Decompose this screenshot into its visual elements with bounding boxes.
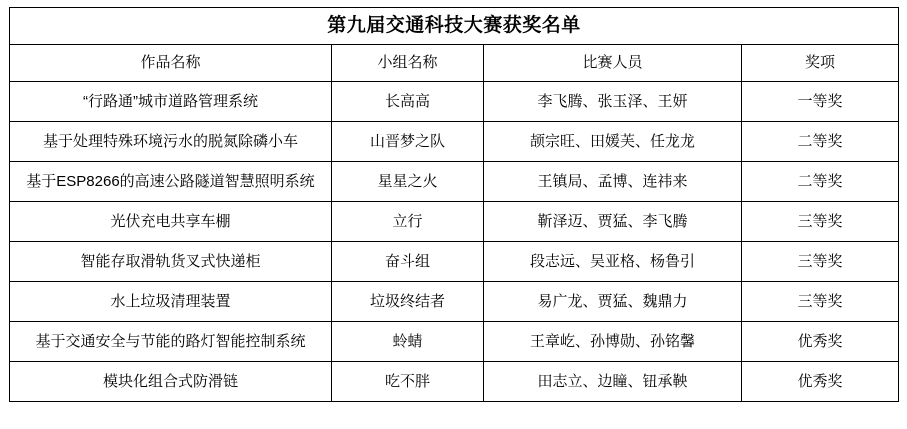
cell-work <box>10 322 332 362</box>
cell-members <box>484 362 742 402</box>
cell-team <box>332 242 484 282</box>
cell-award-text: 优秀奖 <box>797 372 843 390</box>
column-header-team-label: 小组名称 <box>377 54 438 71</box>
cell-team <box>332 322 484 362</box>
column-header-work <box>10 45 332 82</box>
cell-members <box>484 162 742 202</box>
cell-team-text: 奋斗组 <box>384 252 430 270</box>
cell-award <box>742 82 899 122</box>
cell-members-text: 易广龙、贾猛、魏鼎力 <box>537 292 688 310</box>
table-row <box>10 122 899 162</box>
cell-work <box>10 362 332 402</box>
cell-team-text: 星星之火 <box>377 172 438 190</box>
cell-award <box>742 282 899 322</box>
cell-work-text: 基于交通安全与节能的路灯智能控制系统 <box>35 332 306 350</box>
cell-team-text: 长高高 <box>384 92 430 110</box>
cell-members <box>484 242 742 282</box>
cell-team-text: 蛉蜻 <box>392 332 423 350</box>
cell-award <box>742 322 899 362</box>
cell-work <box>10 202 332 242</box>
table-row <box>10 202 899 242</box>
cell-members-text: 靳泽迈、贾猛、李飞腾 <box>537 212 688 230</box>
cell-award-text: 优秀奖 <box>797 332 843 350</box>
cell-award-text: 三等奖 <box>797 252 843 270</box>
column-header-award <box>742 45 899 82</box>
cell-work-text: “行路通”城市道路管理系统 <box>83 92 258 110</box>
column-header-team <box>332 45 484 82</box>
cell-members-text: 王镇局、孟博、连祎来 <box>537 172 688 190</box>
table-row <box>10 82 899 122</box>
cell-work-text: 智能存取滑轨货叉式快递柜 <box>80 252 261 270</box>
cell-work-text: 基于处理特殊环境污水的脱氮除磷小车 <box>42 132 298 150</box>
cell-award-text: 二等奖 <box>797 172 843 190</box>
cell-award-text: 三等奖 <box>797 292 843 310</box>
cell-award-text: 二等奖 <box>797 132 843 150</box>
cell-award <box>742 122 899 162</box>
cell-work <box>10 242 332 282</box>
cell-award <box>742 242 899 282</box>
table-row <box>10 362 899 402</box>
cell-team <box>332 362 484 402</box>
table-title: 第九届交通科技大赛获奖名单 <box>10 8 899 45</box>
column-header-work-label: 作品名称 <box>140 54 201 71</box>
cell-award <box>742 162 899 202</box>
cell-work <box>10 122 332 162</box>
cell-work-text: 水上垃圾清理装置 <box>110 292 231 310</box>
award-list-table <box>9 7 899 402</box>
cell-members <box>484 82 742 122</box>
cell-work-text: 模块化组合式防滑链 <box>102 372 238 390</box>
cell-members <box>484 282 742 322</box>
cell-team <box>332 282 484 322</box>
cell-team-text: 山晋梦之队 <box>369 132 445 150</box>
cell-members-text: 田志立、边瞳、钮承鞅 <box>537 372 688 390</box>
cell-members <box>484 202 742 242</box>
title-row <box>10 8 899 45</box>
cell-members-text: 李飞腾、张玉泽、王妍 <box>537 92 688 110</box>
column-header-award-label: 奖项 <box>805 54 836 71</box>
cell-team-text: 垃圾终结者 <box>369 292 445 310</box>
table-row <box>10 242 899 282</box>
table-row <box>10 162 899 202</box>
cell-members <box>484 322 742 362</box>
cell-team-text: 吃不胖 <box>384 372 430 390</box>
table-row <box>10 282 899 322</box>
cell-award-text: 三等奖 <box>797 212 843 230</box>
page-bottom-cutoff <box>0 419 907 429</box>
column-header-members <box>484 45 742 82</box>
cell-award <box>742 202 899 242</box>
cell-work <box>10 82 332 122</box>
cell-work <box>10 282 332 322</box>
cell-team <box>332 122 484 162</box>
cell-team <box>332 82 484 122</box>
cell-award-text: 一等奖 <box>797 92 843 110</box>
cell-team <box>332 162 484 202</box>
cell-work-text: 基于ESP8266的高速公路隧道智慧照明系统 <box>26 172 315 190</box>
cell-work-text: 光伏充电共享车棚 <box>110 212 231 230</box>
cell-team-text: 立行 <box>392 212 423 230</box>
table-header-row <box>10 45 899 82</box>
cell-members-text: 颉宗旺、田媛芙、任龙龙 <box>529 132 695 150</box>
cell-members-text: 段志远、吴亚格、杨鲁引 <box>529 252 695 270</box>
cell-members <box>484 122 742 162</box>
cell-members-text: 王章屹、孙博勋、孙铭馨 <box>529 332 695 350</box>
cell-work <box>10 162 332 202</box>
cell-team <box>332 202 484 242</box>
column-header-members-label: 比赛人员 <box>582 54 643 71</box>
cell-award <box>742 362 899 402</box>
table-row <box>10 322 899 362</box>
